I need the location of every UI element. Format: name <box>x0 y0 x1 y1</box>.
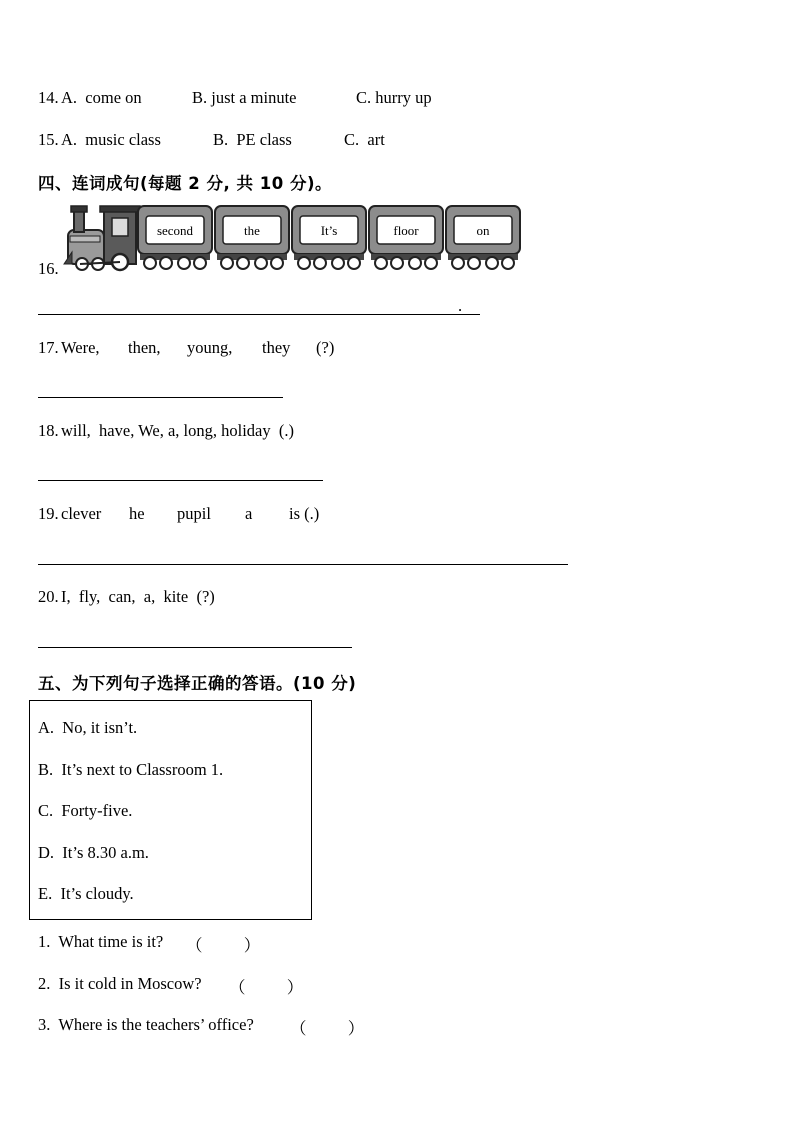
q19-word-2: he <box>129 504 145 523</box>
train-word-3: It’s <box>320 223 338 238</box>
q14-option-a: A. come on <box>61 88 142 107</box>
wagon-2 <box>215 206 289 269</box>
locomotive-icon <box>64 206 140 270</box>
q17-word-3: young, <box>187 338 233 357</box>
q16-end-mark: . <box>458 296 463 315</box>
question-1: 1. What time is it? <box>38 932 164 951</box>
q16-number: 16. <box>38 259 59 278</box>
q17-word-4: they <box>262 338 291 357</box>
question-3: 3. Where is the teachers’ office? <box>38 1015 254 1034</box>
answer-option-d: D. It’s 8.30 a.m. <box>38 843 149 862</box>
q17-word-5: (?) <box>316 338 335 357</box>
question-3-blank[interactable]: （ ） <box>290 1019 365 1038</box>
q14-option-b: B. just a minute <box>192 88 297 107</box>
q16-answer-line[interactable] <box>38 314 480 315</box>
q14-option-c: C. hurry up <box>356 88 432 107</box>
answer-option-c: C. Forty-five. <box>38 801 133 820</box>
train-word-1: second <box>156 223 194 238</box>
q15-number: 15. <box>38 130 59 149</box>
q18-answer-line[interactable] <box>38 480 323 481</box>
answer-option-e: E. It’s cloudy. <box>38 884 134 903</box>
answer-option-a: A. No, it isn’t. <box>38 718 138 737</box>
answer-option-b: B. It’s next to Classroom 1. <box>38 760 224 779</box>
train-word-4: floor <box>393 223 419 238</box>
q20-words: I, fly, can, a, kite (?) <box>61 587 215 606</box>
wagon-1 <box>138 206 212 269</box>
wagon-3 <box>292 206 366 269</box>
train-word-2: the <box>244 223 260 238</box>
q19-word-3: pupil <box>177 504 211 523</box>
q17-answer-line[interactable] <box>38 397 283 398</box>
question-1-blank[interactable]: （ ） <box>186 936 261 955</box>
q17-word-1: Were, <box>61 338 100 357</box>
wagon-5 <box>446 206 520 269</box>
q19-word-1: clever <box>61 504 102 523</box>
train-word-5: on <box>476 223 490 238</box>
q18-words: will, have, We, a, long, holiday (.) <box>61 421 294 440</box>
q18-number: 18. <box>38 421 59 440</box>
q19-answer-line[interactable] <box>38 564 568 565</box>
q19-number: 19. <box>38 504 59 523</box>
section-4-heading: 四、连词成句(每题 2 分, 共 10 分)。 <box>38 174 333 193</box>
train-illustration <box>60 202 530 277</box>
section-5-heading: 五、为下列句子选择正确的答语。(10 分) <box>38 674 357 693</box>
q20-number: 20. <box>38 587 59 606</box>
wagon-4 <box>369 206 443 269</box>
q15-option-b: B. PE class <box>213 130 292 149</box>
q17-word-2: then, <box>128 338 161 357</box>
question-2-blank[interactable]: （ ） <box>229 978 304 997</box>
q19-word-4: a <box>245 504 253 523</box>
q20-answer-line[interactable] <box>38 647 352 648</box>
q15-option-a: A. music class <box>61 130 161 149</box>
q19-word-5: is (.) <box>289 504 320 523</box>
q14-number: 14. <box>38 88 59 107</box>
q17-number: 17. <box>38 338 59 357</box>
q15-option-c: C. art <box>344 130 385 149</box>
question-2: 2. Is it cold in Moscow? <box>38 974 202 993</box>
